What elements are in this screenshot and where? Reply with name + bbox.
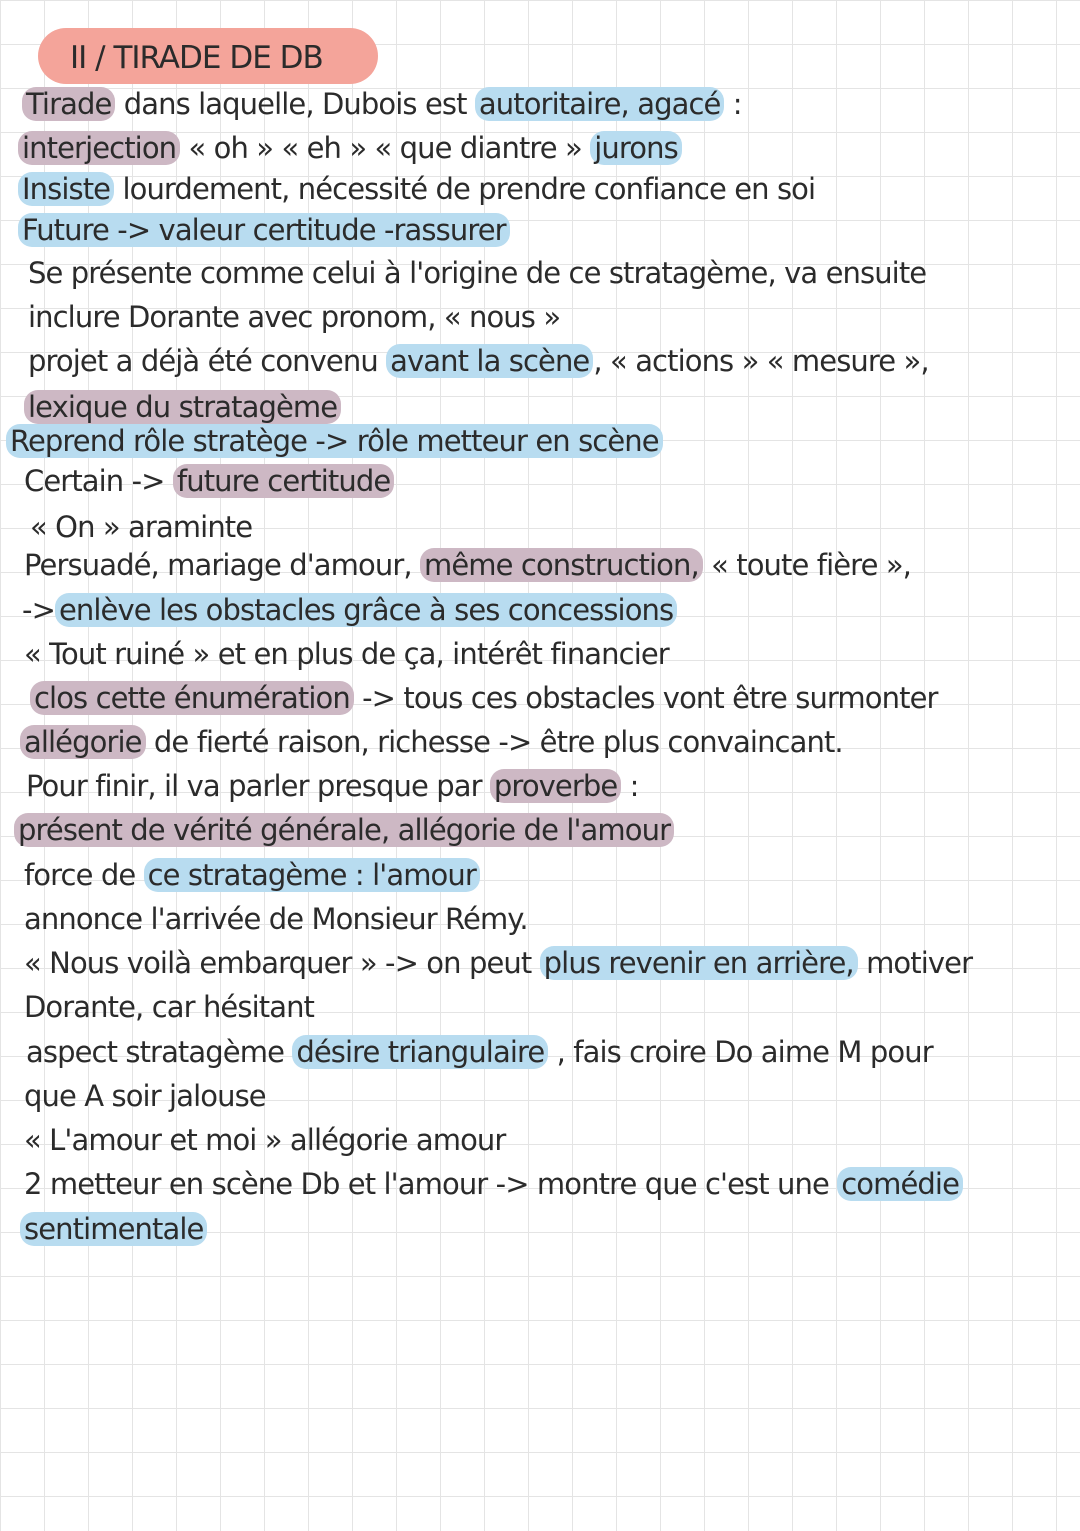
highlight-purple: proverbe [490, 769, 621, 803]
note-line [22, 84, 742, 124]
highlight-blue: sentimentale [20, 1212, 207, 1246]
note-line [24, 987, 314, 1027]
note-line [18, 169, 815, 209]
note-text: Certain -> [24, 464, 173, 498]
note-text: -> [22, 593, 55, 627]
note-line [24, 1164, 963, 1204]
highlight-purple: allégorie [20, 725, 146, 759]
note-text: « oh » « eh » « que diantre » [180, 131, 591, 165]
note-line [14, 810, 674, 850]
note-text: de fierté raison, richesse -> être plus convaincant. [145, 725, 843, 759]
note-text: aspect stratagème [26, 1035, 293, 1069]
section-title: II / TIRADE DE DB [38, 28, 378, 84]
highlight-blue: enlève les obstacles grâce à ses concessions [55, 593, 677, 627]
note-text: « toute fière », [702, 548, 911, 582]
highlight-blue: Reprend rôle stratège -> rôle metteur en scène [6, 424, 663, 458]
note-line [24, 943, 972, 983]
highlight-blue: comédie [837, 1167, 963, 1201]
note-line [26, 766, 639, 806]
highlight-blue: jurons [590, 131, 682, 165]
note-text: projet a déjà été convenu [28, 344, 387, 378]
note-line [28, 341, 929, 381]
note-text: Persuadé, mariage d'amour, [24, 548, 420, 582]
note-text: , fais croire Do aime M pour [548, 1035, 933, 1069]
note-text: motiver [857, 946, 973, 980]
note-line [6, 421, 663, 461]
note-line [28, 253, 926, 293]
highlight-purple: interjection [18, 131, 180, 165]
note-text: « L'amour et moi » allégorie amour [24, 1123, 506, 1157]
note-line [28, 297, 560, 337]
note-text: force de [24, 858, 144, 892]
highlight-blue: Insiste [18, 172, 114, 206]
highlight-purple: Tirade [22, 87, 115, 121]
note-line [18, 128, 682, 168]
note-text: annonce l'arrivée de Monsieur Rémy. [24, 902, 528, 936]
note-line [18, 210, 510, 250]
note-text: dans laquelle, Dubois est [115, 87, 475, 121]
highlight-purple: même construction, [420, 548, 703, 582]
note-line [24, 545, 911, 585]
note-line [24, 899, 528, 939]
note-text: lourdement, nécessité de prendre confiance en soi [114, 172, 816, 206]
note-line [24, 1076, 266, 1116]
highlight-purple: présent de vérité générale, allégorie de l'amour [14, 813, 674, 847]
note-text: Se présente comme celui à l'origine de ce stratagème, va ensuite [28, 256, 927, 290]
note-line [24, 634, 669, 674]
note-text: « Nous voilà embarquer » -> on peut [24, 946, 540, 980]
note-text: , « actions » « mesure », [593, 344, 929, 378]
note-text: : [724, 87, 742, 121]
note-text: 2 metteur en scène Db et l'amour -> montre que c'est une [24, 1167, 838, 1201]
note-text: « On » araminte [30, 510, 253, 544]
note-text: Dorante, car hésitant [24, 990, 315, 1024]
note-line [24, 855, 480, 895]
highlight-purple: future certitude [173, 464, 394, 498]
note-text: : [621, 769, 639, 803]
note-line [24, 461, 394, 501]
note-line [30, 507, 252, 547]
highlight-blue: avant la scène [386, 344, 593, 378]
highlight-blue: Future -> valeur certitude -rassurer [18, 213, 510, 247]
note-line [24, 1120, 505, 1160]
note-line [20, 722, 843, 762]
note-line [30, 678, 938, 718]
highlight-blue: plus revenir en arrière, [540, 946, 858, 980]
note-text: Pour finir, il va parler presque par [26, 769, 490, 803]
note-line [26, 1032, 933, 1072]
highlight-purple: lexique du stratagème [24, 390, 341, 424]
note-text: -> tous ces obstacles vont être surmonter [353, 681, 938, 715]
note-line [20, 1209, 207, 1249]
note-line [22, 590, 677, 630]
highlight-blue: ce stratagème : l'amour [144, 858, 480, 892]
highlight-purple: clos cette énumération [30, 681, 354, 715]
highlight-blue: désire triangulaire [292, 1035, 548, 1069]
note-text: que A soir jalouse [24, 1079, 266, 1113]
note-text: inclure Dorante avec pronom, « nous » [28, 300, 561, 334]
note-text: « Tout ruiné » et en plus de ça, intérêt financier [24, 637, 669, 671]
highlight-blue: autoritaire, agacé [475, 87, 725, 121]
